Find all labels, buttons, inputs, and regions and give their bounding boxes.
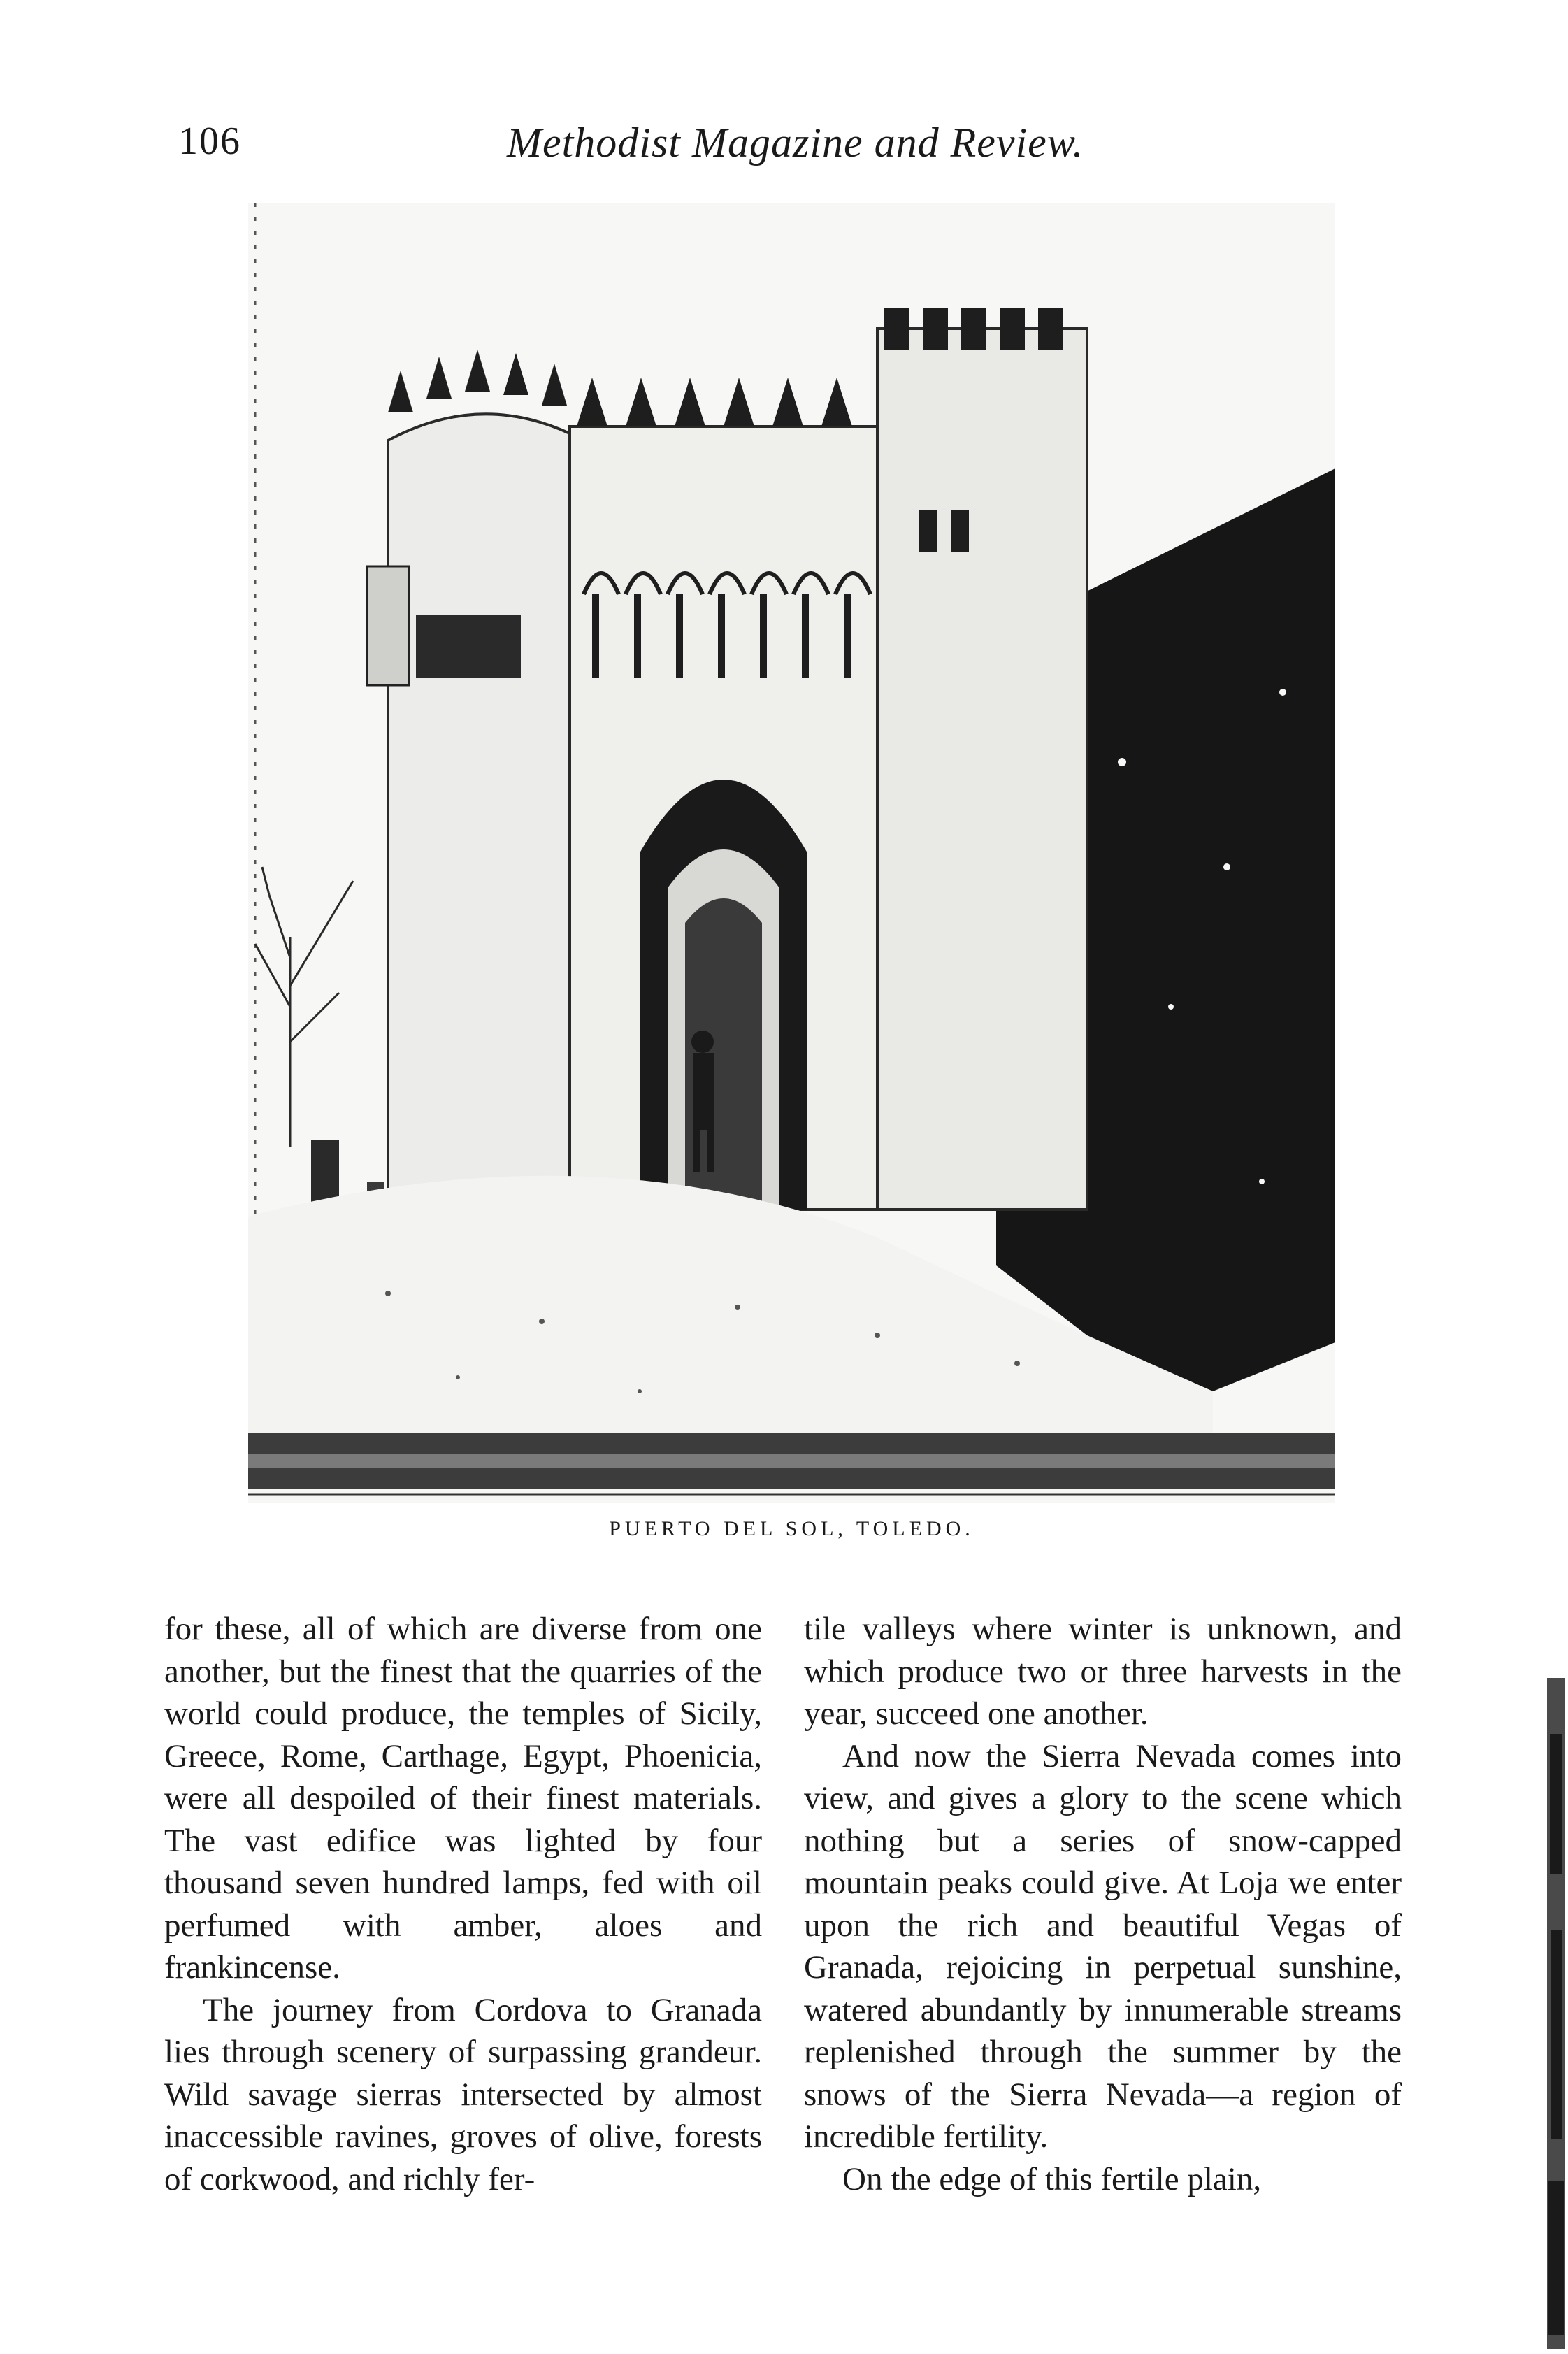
paragraph: tile valleys where winter is unknown, and which produce two or three harvests in the year, succeed one another. [804,1611,1402,1732]
illustration-puerto-del-sol [248,203,1335,1503]
page-number: 106 [178,120,241,163]
text-column-left [164,1608,762,2200]
page-binding-edge [1541,1650,1568,2354]
paragraph: And now the Sierra Nevada comes into view, and gives a glory to the scene which nothing but a series of snow-capped mountain peaks could give. At Loja we enter upon the rich and beautiful Vegas of Granada, rejoicing in perpetual sunshine, watered abundantly by innumerable streams replenished through the summer by the snows of the Sierra Nevada—a region of incredible fertility. [804,1737,1402,2155]
engraving-image [248,203,1335,1503]
journal-title: Methodist Magazine and Review. [507,120,1084,166]
paragraph: for these, all of which are diverse from one another, but the finest that the quarries of the world could produce, the temples of Sicily, Greece, Rome, Carthage, Egypt, Phoenicia, were all despoiled of their finest materials. The vast edifice was lighted by four thousand seven hundred lamps, fed with oil perfumed with amber, aloes and frankincense. [164,1611,762,1986]
paragraph: On the edge of this fertile plain, [842,2160,1262,2197]
figure-caption: PUERTO DEL SOL, TOLEDO. [609,1517,974,1540]
paragraph: The journey from Cordova to Granada lies through scenery of surpassing grandeur. Wild savage sierras intersected by almost inaccessible ravines, groves of olive, forests of corkwood, and richly fer- [164,1991,762,2197]
text-column-right [804,1608,1402,2200]
running-header [178,119,1276,168]
